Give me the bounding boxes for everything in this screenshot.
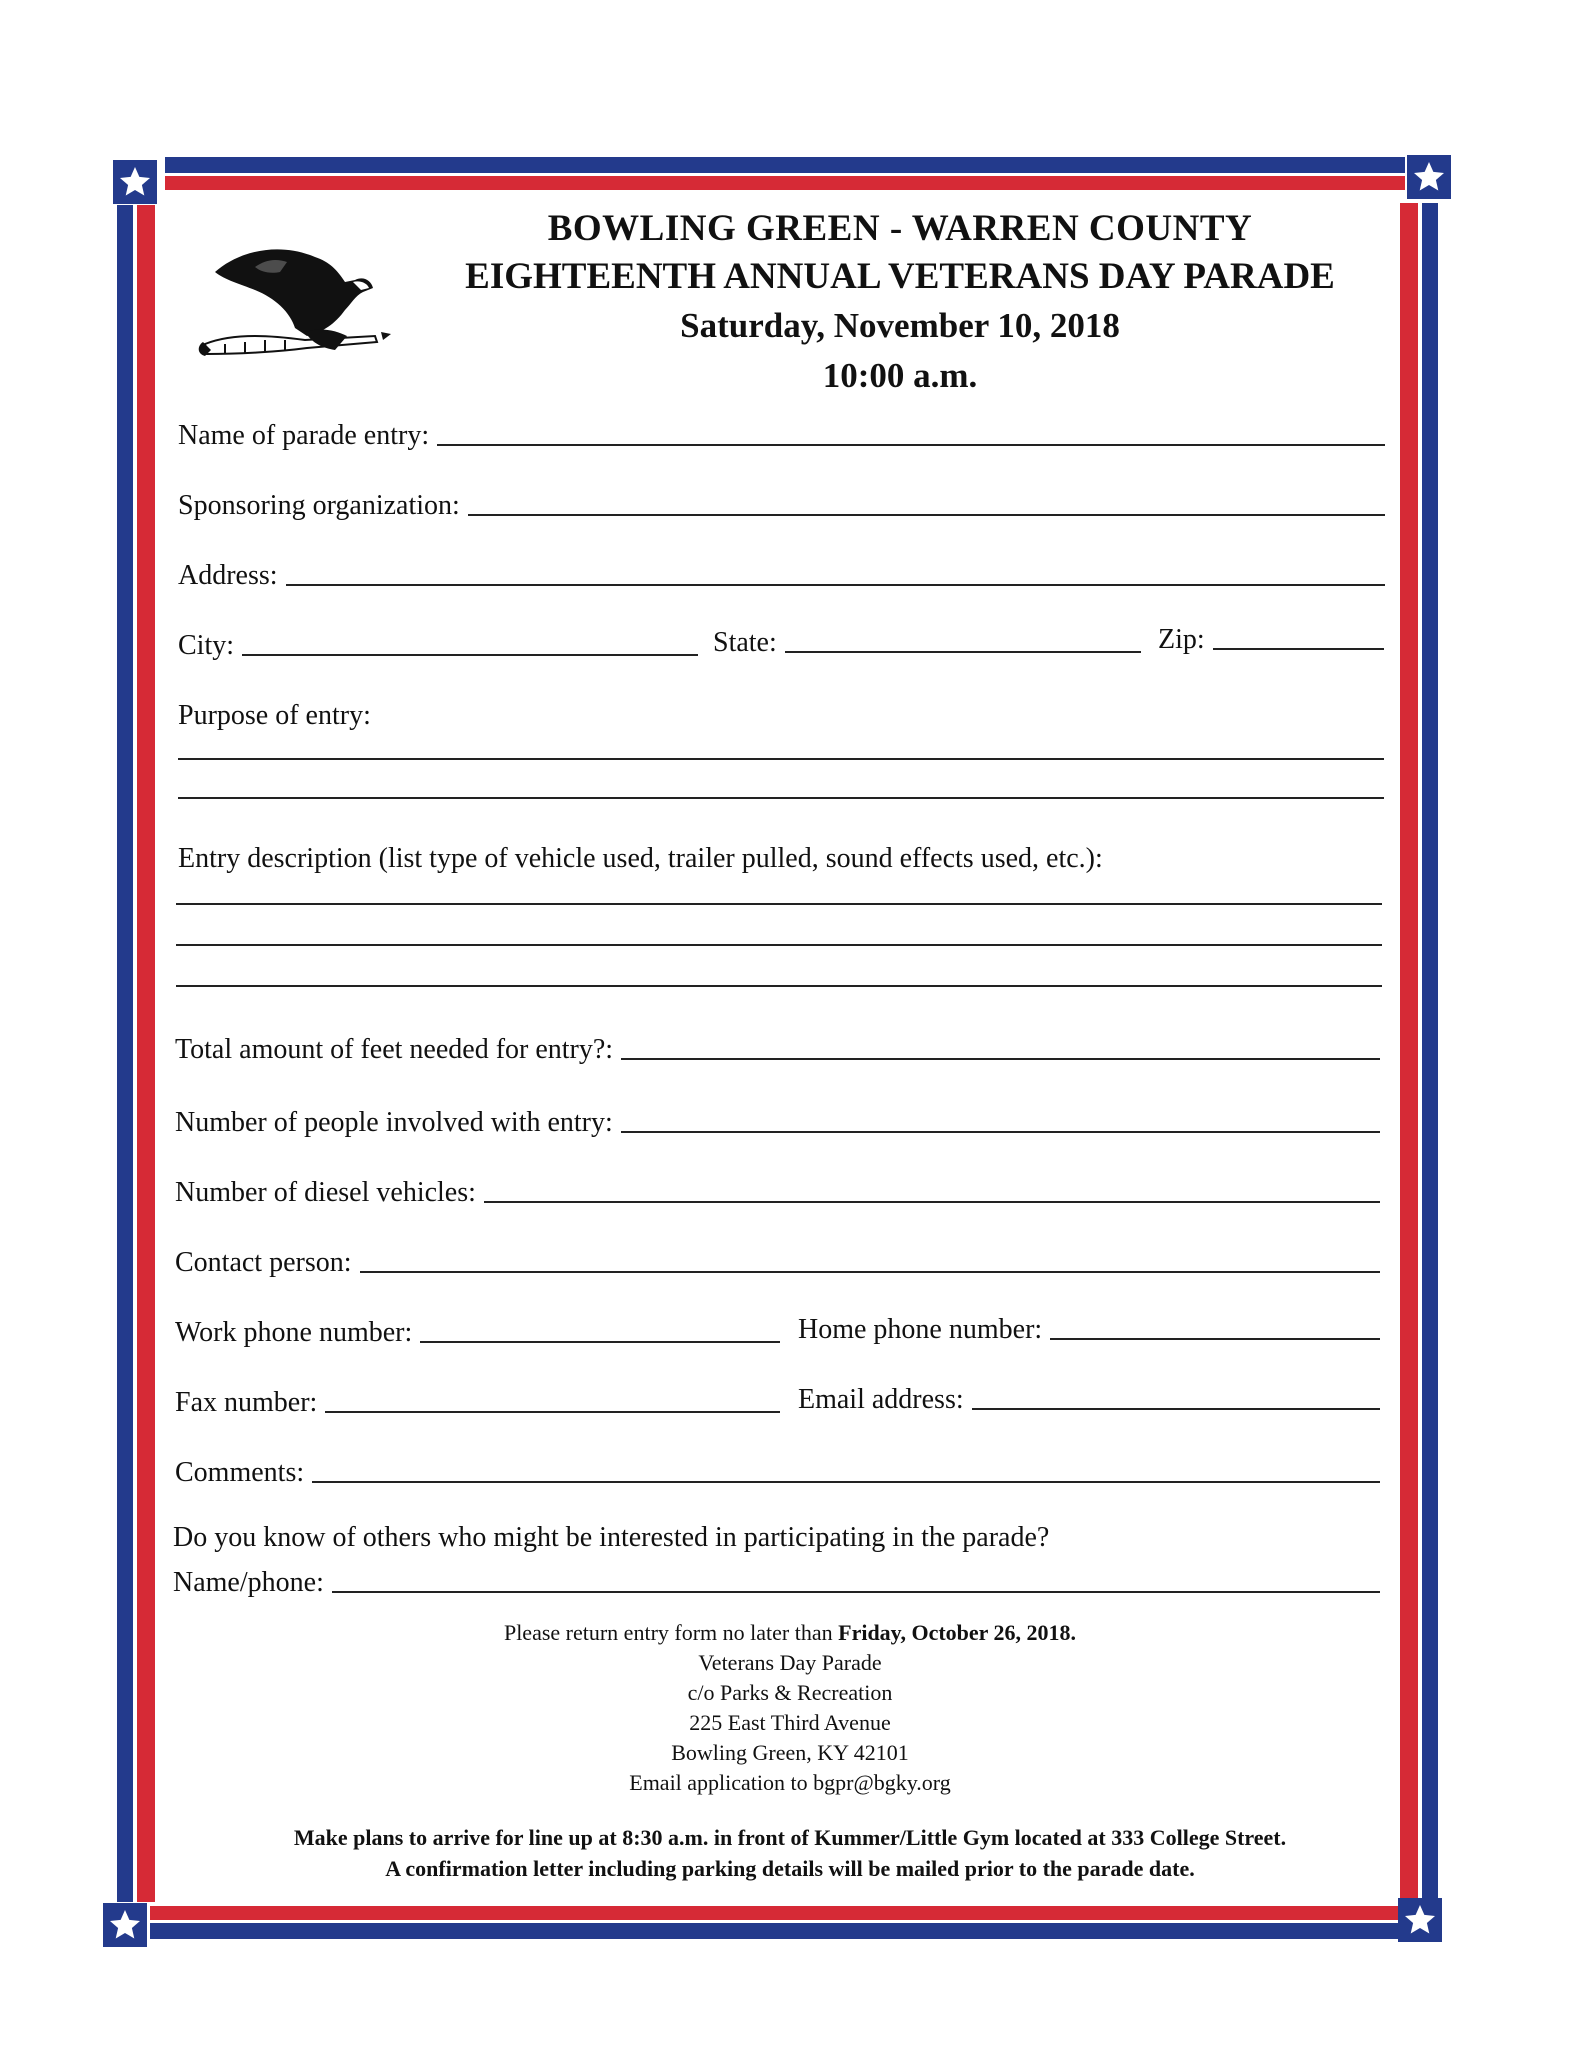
address-line-3: 225 East Third Avenue [689, 1710, 891, 1735]
input-line[interactable] [420, 1341, 780, 1343]
field-name-of-entry[interactable] [178, 420, 1385, 452]
arrival-note [170, 1822, 1410, 1884]
field-address[interactable] [178, 560, 1385, 592]
field-num-diesel[interactable] [175, 1177, 1380, 1209]
field-label: Email address: [798, 1384, 964, 1415]
field-label: City: [178, 630, 235, 661]
return-date: Friday, October 26, 2018. [838, 1620, 1077, 1645]
field-label: Zip: [1158, 624, 1205, 655]
border-right-blue [1422, 203, 1438, 1898]
field-city[interactable] [178, 630, 698, 662]
field-label: Contact person: [175, 1247, 352, 1278]
address-line-1: Veterans Day Parade [698, 1650, 882, 1675]
field-label: Number of diesel vehicles: [175, 1177, 476, 1208]
input-line[interactable] [332, 1591, 1380, 1593]
input-line[interactable] [785, 651, 1141, 653]
return-prefix: Please return entry form no later than [503, 1620, 833, 1645]
input-line[interactable] [621, 1058, 1380, 1060]
field-total-feet[interactable] [175, 1034, 1380, 1066]
star-icon [1407, 155, 1451, 199]
arrival-note-line-2: A confirmation letter including parking details will be mailed prior to the parade date. [385, 1856, 1195, 1881]
input-line[interactable] [484, 1201, 1380, 1203]
field-zip[interactable] [1158, 624, 1384, 656]
field-contact-person[interactable] [175, 1247, 1380, 1279]
border-top-red [165, 176, 1405, 190]
input-line[interactable] [325, 1411, 780, 1413]
input-line[interactable] [972, 1408, 1380, 1410]
field-label: State: [713, 627, 777, 658]
field-label: Work phone number: [175, 1317, 413, 1348]
input-line[interactable] [312, 1481, 1380, 1483]
address-line-2: c/o Parks & Recreation [687, 1680, 893, 1705]
input-line[interactable] [468, 514, 1385, 516]
others-question: Do you know of others who might be interested in participating in the parade? [173, 1522, 1050, 1553]
return-deadline [180, 1618, 1400, 1648]
address-line-4: Bowling Green, KY 42101 [671, 1740, 909, 1765]
arrival-note-line-1: Make plans to arrive for line up at 8:30 a.m. in front of Kummer/Little Gym located at 333 College Street. [293, 1825, 1287, 1850]
border-bottom-blue [150, 1923, 1400, 1939]
input-line[interactable] [360, 1271, 1380, 1273]
form-header [420, 205, 1380, 401]
header-time: 10:00 a.m. [822, 356, 978, 395]
header-line-2: EIGHTEENTH ANNUAL VETERANS DAY PARADE [465, 256, 1335, 297]
input-line[interactable] [286, 584, 1385, 586]
field-comments[interactable] [175, 1457, 1380, 1489]
field-email[interactable] [798, 1384, 1380, 1416]
field-fax[interactable] [175, 1387, 780, 1419]
star-icon [1398, 1898, 1442, 1942]
field-label: Number of people involved with entry: [175, 1107, 613, 1138]
field-label: Comments: [175, 1457, 305, 1488]
field-sponsoring-org[interactable] [178, 490, 1385, 522]
field-work-phone[interactable] [175, 1317, 780, 1349]
field-name-phone[interactable] [173, 1567, 1380, 1599]
return-info [180, 1618, 1400, 1798]
field-label: Name/phone: [173, 1567, 324, 1598]
border-left-red [137, 205, 155, 1902]
field-state[interactable] [713, 627, 1141, 659]
star-icon [103, 1903, 147, 1947]
description-line-2[interactable] [176, 944, 1382, 946]
field-label: Sponsoring organization: [178, 490, 460, 521]
input-line[interactable] [1050, 1338, 1380, 1340]
header-date: Saturday, November 10, 2018 [680, 306, 1120, 345]
input-line[interactable] [1213, 648, 1384, 650]
field-home-phone[interactable] [798, 1314, 1380, 1346]
field-label: Total amount of feet needed for entry?: [175, 1034, 614, 1065]
purpose-line-2[interactable] [178, 797, 1384, 799]
email-application: Email application to bgpr@bgky.org [629, 1770, 951, 1795]
field-label: Fax number: [175, 1387, 318, 1418]
description-line-1[interactable] [176, 903, 1382, 905]
border-top-blue [165, 157, 1405, 173]
purpose-line-1[interactable] [178, 758, 1384, 760]
field-num-people[interactable] [175, 1107, 1380, 1139]
description-line-3[interactable] [176, 985, 1382, 987]
input-line[interactable] [242, 654, 698, 656]
field-entry-description-label: Entry description (list type of vehicle used, trailer pulled, sound effects used, etc.): [178, 843, 1103, 874]
input-line[interactable] [437, 444, 1385, 446]
field-purpose-label: Purpose of entry: [178, 700, 371, 731]
border-left-blue [117, 205, 133, 1902]
input-line[interactable] [621, 1131, 1380, 1133]
border-bottom-red [150, 1906, 1400, 1920]
field-label: Name of parade entry: [178, 420, 430, 451]
field-label: Home phone number: [798, 1314, 1043, 1345]
star-icon [113, 160, 157, 204]
eagle-icon [195, 232, 395, 367]
header-line-1: BOWLING GREEN - WARREN COUNTY [547, 208, 1253, 249]
border-right-red [1400, 203, 1418, 1898]
field-label: Address: [178, 560, 278, 591]
